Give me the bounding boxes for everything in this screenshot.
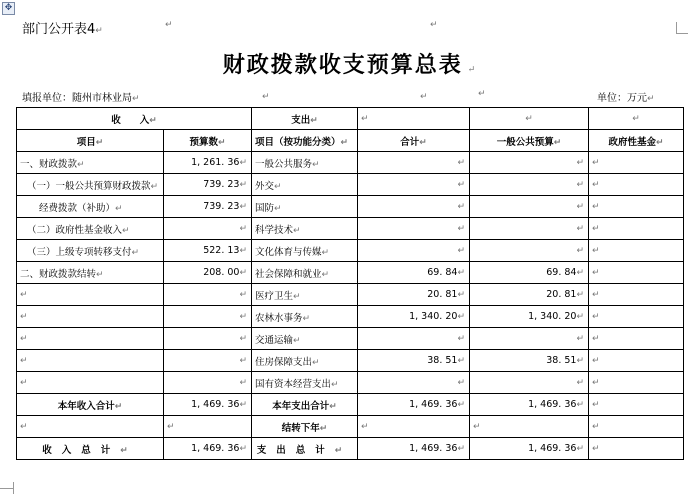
table-cell: ↵ bbox=[470, 240, 589, 262]
col-total: 合计↵ bbox=[358, 130, 470, 152]
table-cell: 38. 51↵ bbox=[470, 350, 589, 372]
table-row bbox=[17, 174, 684, 196]
table-cell: 739. 23↵ bbox=[164, 196, 252, 218]
table-cell: ↵ bbox=[589, 284, 684, 306]
table-cell: ↵ bbox=[358, 372, 470, 394]
table-row bbox=[17, 350, 684, 372]
expense-total-label: 本年支出合计↵ bbox=[252, 394, 358, 416]
expense-grand-label: 支出总计↵ bbox=[252, 438, 358, 460]
table-cell: ↵ bbox=[470, 174, 589, 196]
table-cell: ↵ bbox=[164, 416, 252, 438]
table-cell: ↵ bbox=[164, 218, 252, 240]
col-item-by-function: 项目（按功能分类）↵ bbox=[252, 130, 358, 152]
table-cell: 国有资本经营支出↵ bbox=[252, 372, 358, 394]
paragraph-mark-icon: ↵ bbox=[420, 92, 428, 102]
col-gov-fund: 政府性基金↵ bbox=[589, 130, 684, 152]
table-cell: ↵ bbox=[589, 196, 684, 218]
table-cell: ↵ bbox=[470, 372, 589, 394]
table-cell: ↵ bbox=[589, 350, 684, 372]
paragraph-mark-icon: ↵ bbox=[430, 20, 438, 30]
table-row bbox=[17, 240, 684, 262]
table-cell: 20. 81↵ bbox=[470, 284, 589, 306]
paragraph-mark-icon: ↵ bbox=[165, 20, 173, 30]
col-general-budget: 一般公共预算↵ bbox=[470, 130, 589, 152]
table-cell: 69. 84↵ bbox=[470, 262, 589, 284]
table-row bbox=[17, 262, 684, 284]
table-header-row bbox=[17, 108, 684, 130]
table-cell: ↵ bbox=[589, 174, 684, 196]
table-cell: ↵ bbox=[358, 328, 470, 350]
table-cell: ↵ bbox=[589, 218, 684, 240]
table-cell: 科学技术↵ bbox=[252, 218, 358, 240]
unit-label: 单位：万元↵ bbox=[597, 93, 655, 104]
income-total-label: 本年收入合计↵ bbox=[17, 394, 164, 416]
paragraph-mark-icon: ↵ bbox=[478, 89, 486, 99]
table-cell: ↵ bbox=[358, 416, 470, 438]
table-cell: 农林水事务↵ bbox=[252, 306, 358, 328]
carry-forward-label: 结转下年↵ bbox=[252, 416, 358, 438]
table-cell: 1, 340. 20↵ bbox=[470, 306, 589, 328]
filler-unit: 填报单位：随州市林业局↵ bbox=[22, 93, 140, 104]
table-row bbox=[17, 196, 684, 218]
table-cell: （一）一般公共预算财政拨款↵ bbox=[17, 174, 164, 196]
budget-table bbox=[16, 107, 684, 460]
table-cell: ↵ bbox=[470, 416, 589, 438]
table-cell: ↵ bbox=[470, 196, 589, 218]
table-cell: ↵ bbox=[589, 108, 684, 130]
table-cell: ↵ bbox=[589, 306, 684, 328]
carry-row bbox=[17, 416, 684, 438]
crop-mark bbox=[676, 33, 688, 34]
table-cell: ↵ bbox=[358, 240, 470, 262]
table-row bbox=[17, 306, 684, 328]
table-cell: ↵ bbox=[589, 152, 684, 174]
table-cell: ↵ bbox=[589, 262, 684, 284]
expense-total-value: 1, 469. 36↵ bbox=[358, 394, 470, 416]
grand-total-row bbox=[17, 438, 684, 460]
table-cell: ↵ bbox=[164, 306, 252, 328]
table-cell: ↵ bbox=[589, 416, 684, 438]
table-row bbox=[17, 328, 684, 350]
expense-fund-grand: ↵ bbox=[589, 438, 684, 460]
expense-general-total: 1, 469. 36↵ bbox=[470, 394, 589, 416]
table-cell: 二、财政拨款结转↵ bbox=[17, 262, 164, 284]
table-cell: ↵ bbox=[17, 284, 164, 306]
table-cell: ↵ bbox=[358, 218, 470, 240]
table-cell: （三）上级专项转移支付↵ bbox=[17, 240, 164, 262]
table-row bbox=[17, 372, 684, 394]
table-cell: 20. 81↵ bbox=[358, 284, 470, 306]
table-cell: 交通运输↵ bbox=[252, 328, 358, 350]
table-cell: 一、财政拨款↵ bbox=[17, 152, 164, 174]
table-cell: ↵ bbox=[17, 350, 164, 372]
table-cell: 69. 84↵ bbox=[358, 262, 470, 284]
table-cell: ↵ bbox=[164, 372, 252, 394]
table-cell: 文化体育与传媒↵ bbox=[252, 240, 358, 262]
column-header-row bbox=[17, 130, 684, 152]
table-cell: 住房保障支出↵ bbox=[252, 350, 358, 372]
crop-mark bbox=[676, 22, 677, 34]
table-cell: 国防↵ bbox=[252, 196, 358, 218]
table-cell: ↵ bbox=[358, 174, 470, 196]
table-cell: ↵ bbox=[358, 196, 470, 218]
table-move-handle-icon[interactable]: ✥ bbox=[2, 2, 15, 15]
table-cell: （二）政府性基金收入↵ bbox=[17, 218, 164, 240]
table-cell: ↵ bbox=[17, 306, 164, 328]
table-cell: 208. 00↵ bbox=[164, 262, 252, 284]
table-cell: ↵ bbox=[164, 350, 252, 372]
table-cell: ↵ bbox=[470, 218, 589, 240]
expense-header: 支出↵ bbox=[252, 108, 358, 130]
income-grand-label: 收入总计↵ bbox=[17, 438, 164, 460]
crop-mark bbox=[0, 488, 14, 489]
table-cell: ↵ bbox=[164, 284, 252, 306]
table-cell: ↵ bbox=[17, 416, 164, 438]
table-cell: 一般公共服务↵ bbox=[252, 152, 358, 174]
table-cell: ↵ bbox=[17, 372, 164, 394]
table-cell: ↵ bbox=[470, 152, 589, 174]
expense-general-grand: 1, 469. 36↵ bbox=[470, 438, 589, 460]
table-row bbox=[17, 218, 684, 240]
table-cell: ↵ bbox=[470, 328, 589, 350]
table-row bbox=[17, 284, 684, 306]
table-cell: 外交↵ bbox=[252, 174, 358, 196]
income-total-value: 1, 469. 36↵ bbox=[164, 394, 252, 416]
table-cell: ↵ bbox=[17, 328, 164, 350]
expense-fund-total: ↵ bbox=[589, 394, 684, 416]
table-cell: 38. 51↵ bbox=[358, 350, 470, 372]
table-cell: ↵ bbox=[358, 108, 470, 130]
table-cell: ↵ bbox=[589, 328, 684, 350]
page-title: 财政拨款收支预算总表 ↵ bbox=[222, 52, 478, 78]
sum-row bbox=[17, 394, 684, 416]
table-cell: 医疗卫生↵ bbox=[252, 284, 358, 306]
expense-grand-value: 1, 469. 36↵ bbox=[358, 438, 470, 460]
income-header: 收 入↵ bbox=[17, 108, 252, 130]
paragraph-mark-icon: ↵ bbox=[262, 92, 270, 102]
table-cell: 社会保障和就业↵ bbox=[252, 262, 358, 284]
table-cell: 经费拨款（补助）↵ bbox=[17, 196, 164, 218]
table-cell: 1, 340. 20↵ bbox=[358, 306, 470, 328]
table-row bbox=[17, 152, 684, 174]
document-label: 部门公开表4↵ bbox=[22, 22, 103, 37]
income-grand-value: 1, 469. 36↵ bbox=[164, 438, 252, 460]
table-cell: ↵ bbox=[164, 328, 252, 350]
table-cell: 739. 23↵ bbox=[164, 174, 252, 196]
table-cell: 1, 261. 36↵ bbox=[164, 152, 252, 174]
table-cell: ↵ bbox=[470, 108, 589, 130]
table-cell: ↵ bbox=[589, 372, 684, 394]
table-cell: ↵ bbox=[589, 240, 684, 262]
table-cell: ↵ bbox=[358, 152, 470, 174]
crop-mark bbox=[13, 482, 14, 494]
col-budget: 预算数↵ bbox=[164, 130, 252, 152]
table-cell: 522. 13↵ bbox=[164, 240, 252, 262]
col-item: 项目↵ bbox=[17, 130, 164, 152]
